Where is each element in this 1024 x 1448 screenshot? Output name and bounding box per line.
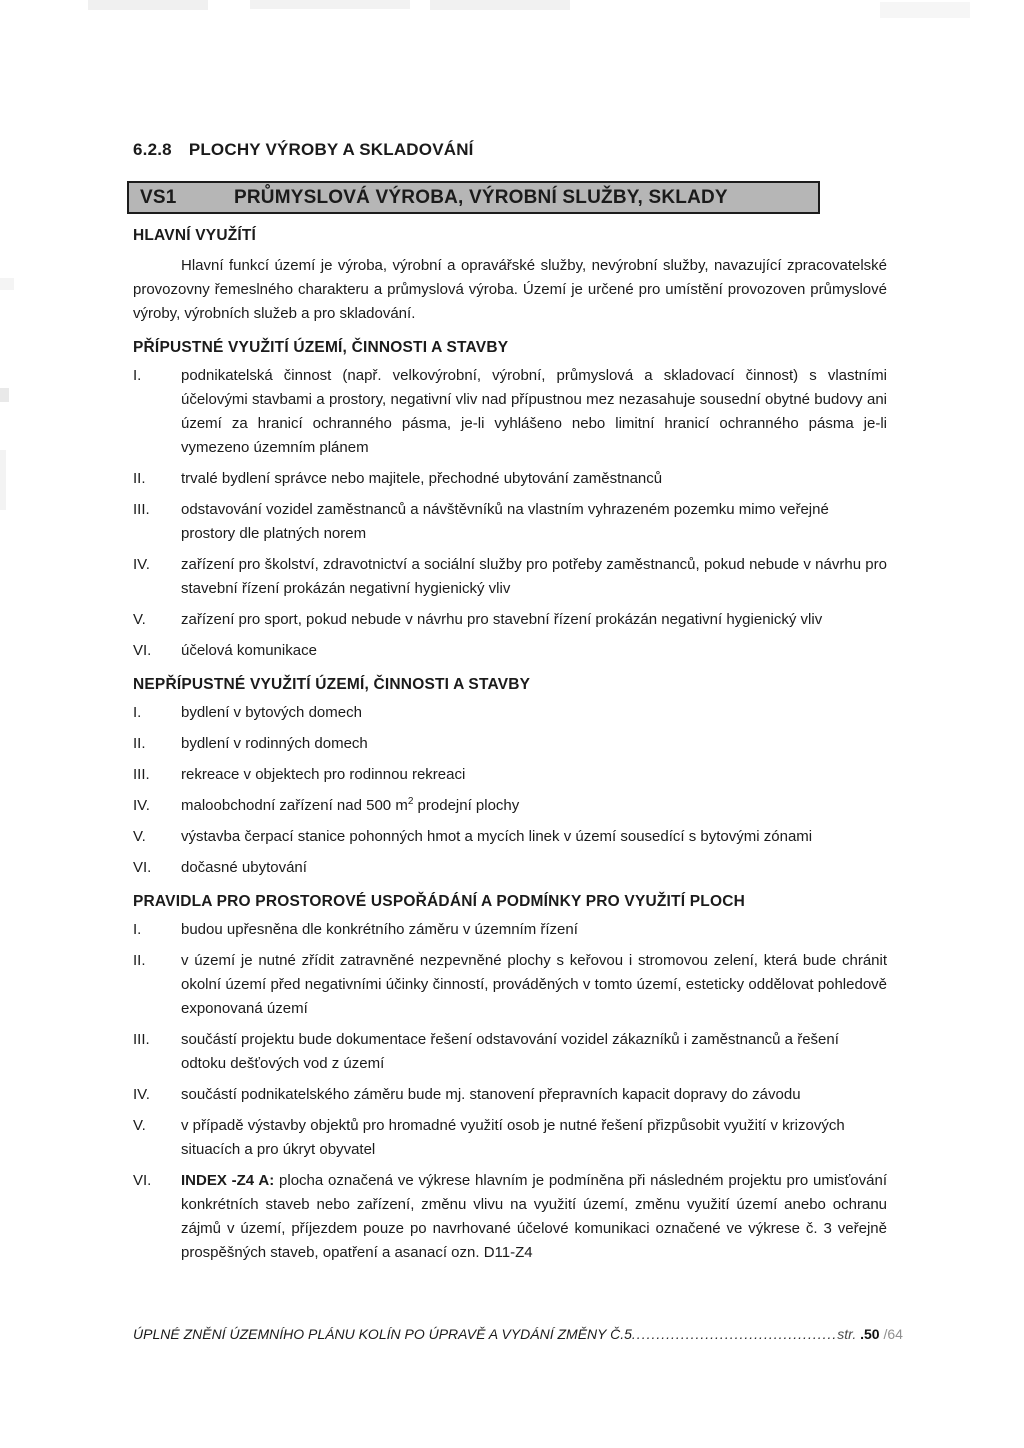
item-numeral: I. [133, 704, 142, 721]
item-numeral: VI. [133, 642, 152, 659]
list-item [133, 732, 887, 756]
item-numeral: II. [133, 952, 146, 969]
item-text: odstavování vozidel zaměstnanců a návštěvníků na vlastním vyhrazeném pozemku mimo veřejné prostory dle platných norem [181, 501, 829, 542]
list-item [133, 467, 887, 491]
item-text: rekreace v objektech pro rodinnou rekreaci [181, 766, 466, 783]
item-text: v území je nutné zřídit zatravněné nezpevněné plochy s keřovou i stromovou zelení, která bude chránit okolní území před negativními účinky činností, prováděných v tomto území, esteticky oddělovat pohledově exponovaná území [181, 952, 887, 1017]
document-page [133, 140, 887, 1265]
scan-artifact [250, 0, 410, 9]
main-use-heading: HLAVNÍ VYUŽÍTÍ [133, 227, 257, 244]
zone-code: VS1 [140, 186, 177, 208]
superscript: 2 [407, 796, 414, 807]
list-item [133, 364, 887, 460]
main-use-paragraph: Hlavní funkcí území je výroba, výrobní a opravářské služby, nevýrobní služby, navazující zpracovatelské provozovny řemeslného charakteru a průmyslová výroba. Území je určené pro umístění provozoven průmyslové výroby, výrobních služeb a pro skladování. [133, 257, 887, 322]
item-text: zařízení pro sport, pokud nebude v návrhu pro stavební řízení prokázán negativní hygienický vliv [181, 611, 823, 628]
scan-artifact [0, 278, 14, 290]
rules-heading: PRAVIDLA PRO PROSTOROVÉ USPOŘÁDÁNÍ A PODMÍNKY PRO VYUŽITÍ PLOCH [133, 893, 745, 910]
list-item [133, 763, 887, 787]
item-numeral: VI. [133, 1172, 152, 1189]
footer-page-label: str. [837, 1326, 857, 1342]
footer-leader-dots: .......................................... [631, 1326, 838, 1342]
list-item [133, 701, 887, 725]
item-numeral: IV. [133, 1086, 150, 1103]
item-text: dočasné ubytování [181, 859, 307, 876]
list-item [133, 825, 887, 849]
item-numeral: I. [133, 367, 142, 384]
section-heading [133, 140, 887, 160]
item-text: trvalé bydlení správce nebo majitele, přechodné ubytování zaměstnanců [181, 470, 663, 487]
item-text: podnikatelská činnost (např. velkovýrobní, výrobní, průmyslová a skladovací činnost) s vlastními účelovými stavbami a prostory, negativní vliv nad přípustnou mez nezasahuje sousední obytné budovy ani území za hranicí ochranného pásma, je-li vyhlášeno nebo limitní hranicí ochranného pásma je-li vymezeno územním plánem [181, 367, 887, 456]
item-text: součástí podnikatelského záměru bude mj. stanovení přepravních kapacit dopravy do závodu [181, 1086, 801, 1103]
list-item [133, 608, 887, 632]
item-numeral: V. [133, 611, 146, 628]
list-item [133, 794, 887, 818]
zone-title: PRŮMYSLOVÁ VÝROBA, VÝROBNÍ SLUŽBY, SKLADY [234, 186, 728, 208]
item-numeral: III. [133, 766, 150, 783]
scan-artifact [880, 2, 970, 18]
item-text [181, 794, 887, 818]
list-item [133, 498, 887, 546]
item-text: účelová komunikace [181, 642, 317, 659]
item-text-part: maloobchodní zařízení nad 500 m [181, 797, 408, 814]
list-item [133, 1083, 887, 1107]
item-text: bydlení v bytových domech [181, 704, 362, 721]
item-text: v případě výstavby objektů pro hromadné využití osob je nutné řešení přizpůsobit využití v krizových situacích a pro úkryt obyvatel [181, 1117, 845, 1158]
footer-page-number: .50 [860, 1326, 880, 1342]
item-text: zařízení pro školství, zdravotnictví a sociální služby pro potřeby zaměstnanců, pokud nebude v návrhu pro stavební řízení prokázán negativní hygienický vliv [181, 556, 887, 597]
item-numeral: III. [133, 1031, 150, 1048]
item-numeral: V. [133, 828, 146, 845]
list-item [133, 639, 887, 663]
item-text [181, 1169, 887, 1265]
item-numeral: V. [133, 1117, 146, 1134]
scan-artifact [0, 388, 9, 402]
item-numeral: III. [133, 501, 150, 518]
list-item [133, 856, 887, 880]
scan-artifact [88, 0, 208, 10]
permissible-heading: PŘÍPUSTNÉ VYUŽITÍ ÚZEMÍ, ČINNOSTI A STAVBY [133, 339, 509, 356]
item-numeral: II. [133, 470, 146, 487]
scan-artifact [430, 0, 570, 10]
item-text-part: plocha označená ve výkrese hlavním je podmíněna při následném projektu pro umisťování konkrétních staveb nebo zařízení, změnu vlivu na využití území, změnu využití území anebo ochranu zájmů v území, příjezdem pouze po navrhované účelové komunikaci označené ve výkrese č. 3 veřejně prospěšných staveb, opatření a asanací ozn. D11-Z4 [181, 1172, 887, 1261]
list-item [133, 949, 887, 1021]
list-item [133, 1028, 887, 1076]
item-numeral: I. [133, 921, 142, 938]
list-item [133, 1114, 887, 1162]
list-item [133, 1169, 887, 1265]
footer-page-total: /64 [883, 1326, 903, 1342]
item-text: budou upřesněna dle konkrétního záměru v územním řízení [181, 921, 578, 938]
zone-title-bar [127, 181, 820, 214]
item-numeral: II. [133, 735, 146, 752]
section-number: 6.2.8 [133, 140, 172, 159]
impermissible-heading: NEPŘÍPUSTNÉ VYUŽITÍ ÚZEMÍ, ČINNOSTI A STAVBY [133, 676, 531, 693]
page-footer [133, 1326, 913, 1342]
footer-title: ÚPLNÉ ZNĚNÍ ÚZEMNÍHO PLÁNU KOLÍN PO ÚPRAVĚ A VYDÁNÍ ZMĚNY Č.5 [133, 1326, 632, 1342]
item-numeral: IV. [133, 556, 150, 573]
item-numeral: VI. [133, 859, 152, 876]
list-item [133, 918, 887, 942]
scan-artifact [0, 450, 6, 510]
item-text: bydlení v rodinných domech [181, 735, 368, 752]
list-item [133, 553, 887, 601]
item-text-part: prodejní plochy [413, 797, 520, 814]
item-numeral: IV. [133, 797, 150, 814]
section-title: PLOCHY VÝROBY A SKLADOVÁNÍ [188, 140, 474, 159]
item-text: součástí projektu bude dokumentace řešení odstavování vozidel zákazníků i zaměstnanců a řešení odtoku dešťových vod z území [181, 1031, 839, 1072]
item-text: výstavba čerpací stanice pohonných hmot a mycích linek v území sousedící s bytovými zónami [181, 828, 813, 845]
item-bold-label: INDEX -Z4 A: [181, 1172, 275, 1189]
